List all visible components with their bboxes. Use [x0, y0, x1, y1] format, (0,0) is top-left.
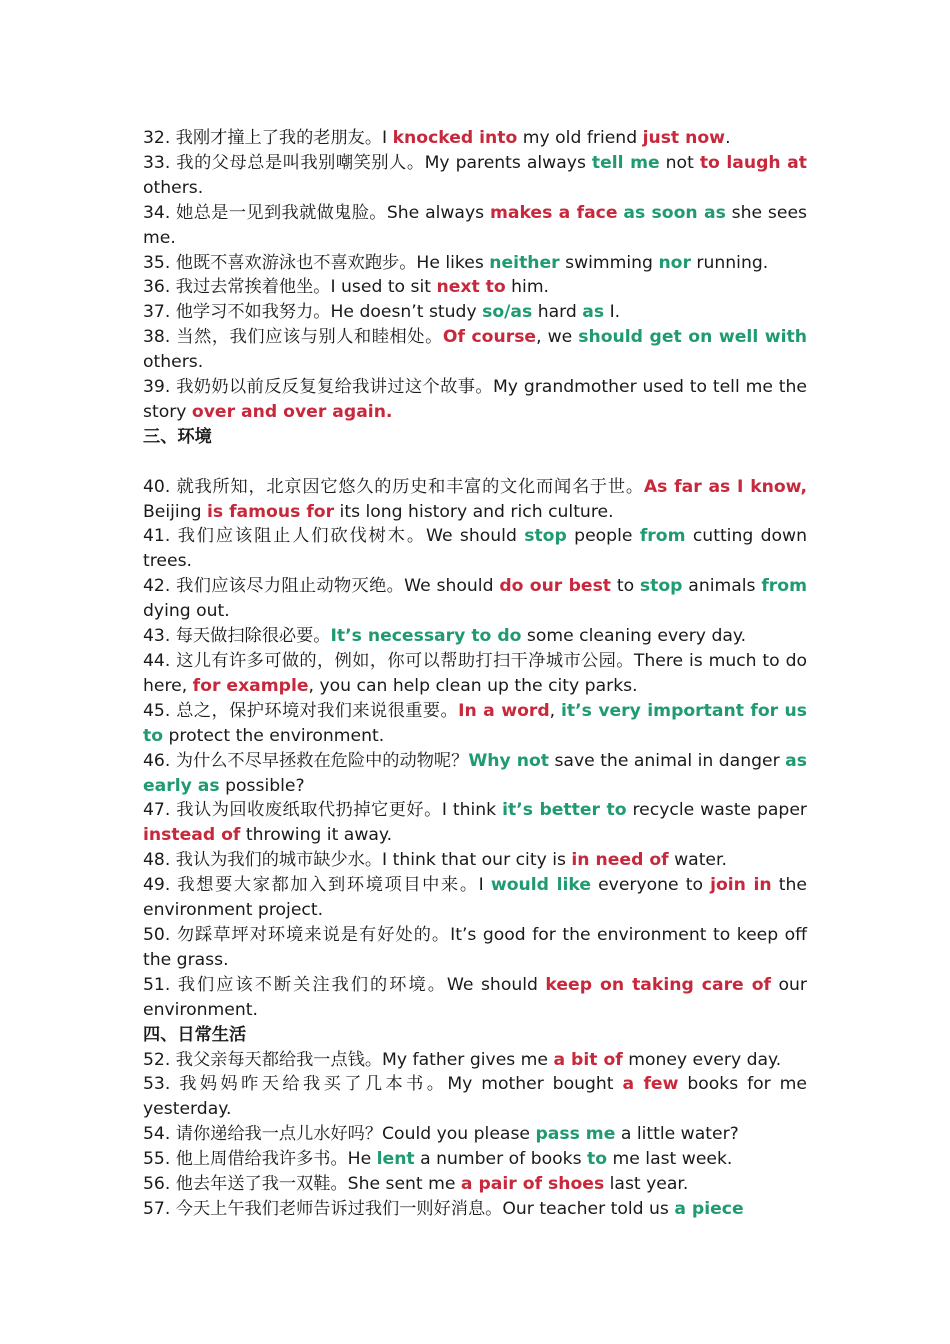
sentence-item — [143, 300, 807, 325]
sentence-item — [143, 649, 807, 699]
plain-text: , you can help clean up the city parks. — [308, 675, 638, 696]
sentence-item — [143, 1048, 807, 1073]
plain-text: 57. 今天上午我们老师告诉过我们一则好消息。Our teacher told us — [143, 1198, 675, 1219]
plain-text: 55. 他上周借给我许多书。He — [143, 1149, 377, 1170]
plain-text: 37. 他学习不如我努力。He doesn’t study — [143, 302, 483, 323]
highlight-phrase-red: instead of — [143, 825, 241, 846]
highlight-phrase-red: next to — [436, 277, 506, 298]
sentence-item — [143, 275, 807, 300]
highlight-phrase-red: over and over again. — [191, 401, 393, 422]
highlight-phrase-red: do our best — [499, 576, 612, 597]
plain-text: save the animal in danger — [549, 750, 786, 771]
plain-text: 44. 这儿有许多可做的，例如，你可以帮助打扫干净城市公园。There is much to do here, — [143, 651, 807, 696]
highlight-phrase-red: join in — [710, 875, 772, 896]
plain-text: 43. 每天做扫除很必要。 — [143, 626, 331, 647]
plain-text: others. — [143, 352, 204, 373]
plain-text: . — [725, 128, 731, 148]
plain-text: 52. 我父亲每天都给我一点钱。My father gives me — [143, 1049, 554, 1070]
plain-text: 42. 我们应该尽力阻止动物灭绝。We should — [143, 576, 500, 597]
highlight-phrase-green: stop — [639, 576, 683, 597]
plain-text: a number of books — [414, 1149, 588, 1170]
sentence-item — [143, 873, 807, 923]
section-heading — [143, 1023, 807, 1048]
plain-text: me last week. — [607, 1149, 733, 1170]
plain-text: some cleaning every day. — [521, 626, 747, 647]
highlight-phrase-red: is famous for — [206, 501, 335, 522]
sentence-item — [143, 524, 807, 574]
plain-text: running. — [690, 252, 769, 273]
plain-text: 47. 我认为回收废纸取代扔掉它更好。I think — [143, 800, 503, 821]
plain-text: others. — [143, 177, 204, 198]
sentence-item — [143, 1122, 807, 1147]
plain-text: Beijing — [143, 501, 207, 522]
highlight-phrase-red: Of course — [442, 327, 537, 348]
plain-text: 32. 我刚才撞上了我的老朋友。I — [143, 128, 393, 148]
highlight-phrase-green: tell me — [591, 152, 660, 173]
sentence-item — [143, 973, 807, 1023]
plain-text: I. — [604, 302, 621, 323]
blank-line — [143, 450, 807, 475]
highlight-phrase-green: pass me — [535, 1124, 616, 1145]
highlight-phrase-red: for example — [192, 675, 309, 696]
plain-text: him. — [505, 277, 550, 298]
highlight-phrase-green: it’s better to — [502, 800, 627, 821]
sentence-item — [143, 475, 807, 525]
plain-text: 40. 就我所知，北京因它悠久的历史和丰富的文化而闻名于世。 — [143, 476, 644, 497]
highlight-phrase-green: from — [639, 526, 686, 547]
highlight-phrase-red: In a word — [458, 700, 550, 721]
sentence-item — [143, 749, 807, 799]
plain-text: 56. 他去年送了我一双鞋。She sent me — [143, 1174, 461, 1195]
highlight-phrase-green: nor — [658, 252, 691, 273]
plain-text: people — [566, 526, 640, 547]
highlight-phrase-green: as soon as — [623, 202, 726, 223]
plain-text: 38. 当然，我们应该与别人和睦相处。 — [143, 327, 443, 348]
plain-text: , we — [536, 327, 579, 348]
plain-text: animals — [682, 576, 762, 597]
highlight-phrase-green: should get on well with — [578, 327, 807, 348]
sentence-item — [143, 923, 807, 973]
sentence-item — [143, 624, 807, 649]
sentence-item — [143, 1147, 807, 1172]
sentence-item — [143, 574, 807, 624]
highlight-phrase-red: a pair of shoes — [460, 1174, 605, 1195]
plain-text: 46. 为什么不尽早拯救在危险中的动物呢？ — [143, 750, 469, 771]
highlight-phrase-green: stop — [524, 526, 567, 547]
highlight-phrase-red: a bit of — [553, 1049, 623, 1070]
plain-text: hard — [532, 302, 583, 323]
highlight-phrase-red: As far as I know, — [643, 476, 807, 497]
highlight-phrase-green: a piece — [674, 1198, 744, 1219]
plain-text: 39. 我奶奶以前反反复复给我讲过这个故事。My grandmother used to tell me the story — [143, 377, 807, 422]
highlight-phrase-green: it’s very important for us to — [143, 700, 807, 746]
plain-text: our environment. — [143, 974, 807, 1020]
plain-text: cutting down trees. — [143, 526, 808, 572]
plain-text: 四、日常生活 — [143, 1024, 247, 1045]
plain-text: 35. 他既不喜欢游泳也不喜欢跑步。He likes — [143, 252, 490, 273]
sentence-item — [143, 325, 807, 375]
plain-text: last year. — [604, 1174, 689, 1195]
highlight-phrase-red: just now — [642, 128, 726, 148]
plain-text: a little water? — [615, 1124, 739, 1145]
sentence-item — [143, 151, 807, 201]
plain-text: protect the environment. — [163, 725, 385, 746]
plain-text: the environment project. — [143, 875, 807, 921]
plain-text: not — [659, 152, 700, 173]
plain-text: 34. 她总是一见到我就做鬼脸。She always — [143, 202, 490, 223]
plain-text: recycle waste paper — [626, 800, 807, 821]
highlight-phrase-green: as — [582, 302, 605, 323]
sentence-item — [143, 251, 807, 276]
plain-text: 53. 我妈妈昨天给我买了几本书。My mother bought — [143, 1074, 623, 1095]
highlight-phrase-green: so/as — [482, 302, 533, 323]
sentence-item — [143, 699, 807, 749]
highlight-phrase-red: a few — [622, 1074, 679, 1095]
sentence-item — [143, 201, 807, 251]
highlight-phrase-green: from — [761, 576, 807, 597]
highlight-phrase-red: to laugh at — [699, 152, 807, 173]
plain-text: possible? — [219, 775, 305, 796]
highlight-phrase-green: to — [587, 1149, 608, 1170]
highlight-phrase-red: in need of — [571, 850, 669, 871]
plain-text: 33. 我的父母总是叫我别嘲笑别人。My parents always — [143, 152, 592, 173]
plain-text: my old friend — [517, 128, 643, 148]
sentence-item — [143, 126, 807, 151]
plain-text: money every day. — [622, 1049, 782, 1070]
sentence-item — [143, 1172, 807, 1197]
highlight-phrase-red: knocked into — [392, 128, 518, 148]
plain-text: dying out. — [143, 601, 230, 622]
document-body — [143, 126, 807, 1222]
plain-text: water. — [668, 850, 727, 871]
plain-text: 45. 总之，保护环境对我们来说很重要。 — [143, 700, 459, 721]
plain-text: , — [549, 700, 562, 721]
plain-text: 36. 我过去常挨着他坐。I used to sit — [143, 277, 437, 298]
highlight-phrase-green: as early as — [143, 750, 807, 796]
sentence-item — [143, 848, 807, 873]
section-heading — [143, 425, 807, 450]
plain-text: 54. 请你递给我一点儿水好吗？Could you please — [143, 1124, 536, 1145]
highlight-phrase-green: neither — [489, 252, 560, 273]
sentence-item — [143, 1072, 807, 1122]
plain-text: everyone to — [590, 875, 711, 896]
highlight-phrase-red: makes a face — [489, 202, 618, 223]
plain-text: 51. 我们应该不断关注我们的环境。We should — [143, 974, 546, 995]
highlight-phrase-red: keep on taking care of — [545, 974, 772, 995]
highlight-phrase-green: lent — [376, 1149, 415, 1170]
plain-text: throwing it away. — [240, 825, 393, 846]
highlight-phrase-green: would like — [490, 875, 591, 896]
plain-text: 三、环境 — [143, 426, 212, 447]
plain-text: books for me yesterday. — [143, 1074, 807, 1120]
plain-text: its long history and rich culture. — [334, 501, 614, 522]
plain-text: to — [611, 576, 640, 597]
plain-text: 49. 我想要大家都加入到环境项目中来。I — [143, 875, 491, 896]
sentence-item — [143, 1197, 807, 1222]
plain-text: 50. 勿踩草坪对环境来说是有好处的。It’s good for the environment to keep off the grass. — [143, 924, 807, 970]
plain-text: 48. 我认为我们的城市缺少水。I think that our city is — [143, 850, 572, 871]
plain-text: swimming — [559, 252, 659, 273]
plain-text: 41. 我们应该阻止人们砍伐树木。We should — [143, 526, 525, 547]
sentence-item — [143, 375, 807, 425]
plain-text: she sees me. — [143, 202, 807, 248]
highlight-phrase-green: It’s necessary to do — [330, 626, 522, 647]
sentence-item — [143, 798, 807, 848]
highlight-phrase-green: Why not — [468, 750, 549, 771]
